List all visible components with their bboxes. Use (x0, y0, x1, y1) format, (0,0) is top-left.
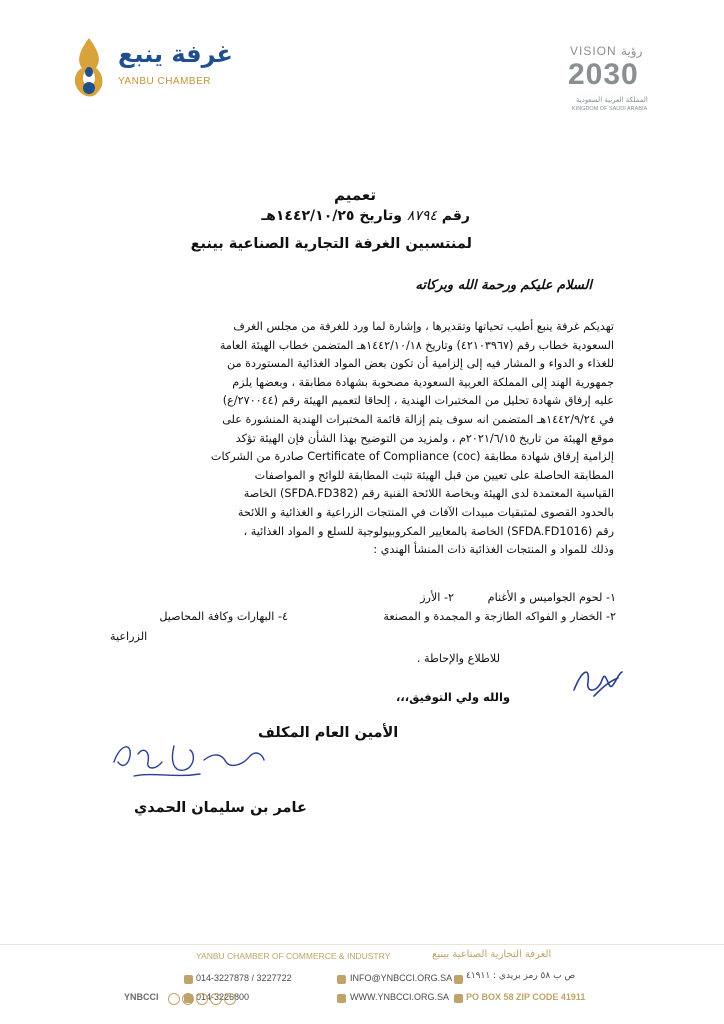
phone-icon (184, 975, 193, 984)
closing-prayer: والله ولي التوفيق،،، (396, 690, 511, 704)
instagram-icon[interactable] (210, 993, 222, 1005)
globe-icon (337, 994, 346, 1003)
chamber-name-en: YANBU CHAMBER (118, 76, 211, 87)
snapchat-icon[interactable] (224, 993, 236, 1005)
body-line: وذلك للمواد و المنتجات الغذائية ذات المنشأ الهندي : (373, 543, 614, 557)
vision-year: 2030 (568, 58, 639, 91)
vision-subtitle-en: KINGDOM OF SAUDI ARABIA (572, 106, 648, 112)
vision-title: VISION رؤية (570, 44, 643, 58)
po-box-en: PO BOX 58 ZIP CODE 41911 (466, 992, 586, 1002)
recipients-line: لمنتسبين الغرفة التجارية الصناعية بينبع (190, 236, 472, 252)
ref-date: وتاريخ ١٤٤٢/١٠/٢٥هـ (261, 208, 402, 224)
signer-name: عامر بن سليمان الحمدي (134, 800, 307, 816)
location-icon (454, 975, 463, 984)
initials-signature-icon (568, 660, 628, 702)
list-item: ١- لحوم الجواميس و الأغنام (487, 591, 616, 604)
letter-title: تعميم (333, 186, 377, 204)
ref-number: ٨٧٩٤ (406, 208, 437, 224)
list-item: ٤- البهارات وكافة المحاصيل (159, 610, 288, 623)
phone-number: 014-3226800 (196, 992, 250, 1002)
body-line: تهديكم غرفة ينبع أطيب تحياتها وتقديرها ، وإشارة لما ورد للغرفة من مجلس الغرف (233, 320, 614, 333)
footer-divider (0, 944, 724, 945)
website-link[interactable]: WWW.YNBCCI.ORG.SA (350, 992, 449, 1002)
po-box-ar: ص ب ٥٨ رمز بريدي : ٤١٩١١ (466, 971, 576, 981)
list-item: ٢- الخضار و الفواكه الطازجة و المجمدة و المصنعة (383, 610, 616, 623)
reference-line (261, 208, 470, 224)
chamber-name-ar: غرفة ينبع (118, 40, 233, 68)
body-line: بالحدود القصوى لمتبقيات مبيدات الآفات في المنتجات الزراعية و الغذائية و اللائحة (237, 505, 614, 519)
list-item: ٢- الأرز (420, 591, 454, 604)
letter-body (108, 318, 614, 560)
phone-numbers: 014-3227878 / 3227722 (196, 973, 292, 983)
handwritten-signature-icon (104, 732, 274, 792)
email-icon (337, 975, 346, 984)
ref-prefix: رقم (441, 208, 470, 224)
body-line: موقع الهيئة من تاريخ ٢٠٢١/٦/١٥م ، ولمزيد من التوضيح بهذا الشأن فإن الهيئة تؤكد (235, 431, 614, 445)
body-line: للغذاء و الدواء و المشار فيه إلى إلزامية أن تكون بعض المواد الغذائية المستوردة من (227, 357, 614, 371)
footer-chamber-name-ar: الغرفة التجارية الصناعية بينبع (432, 949, 552, 960)
body-line: عليه إرفاق شهادة تحليل من المختبرات الهندية ، إلحاقا لتعميم الهيئة رقم (٢٧٠٠٤٤/ع) (222, 394, 614, 408)
yanbu-chamber-logo (60, 32, 260, 112)
footer-chamber-name-en: YANBU CHAMBER OF COMMERCE & INDUSTRY (196, 951, 391, 961)
mailbox-icon (454, 994, 463, 1003)
body-line: رقم (SFDA.FD1016) الخاصة بالمعايير المكروبيولوجية للسلع و المواد الغذائية ، (243, 524, 614, 538)
body-line: في ١٤٤٢/٩/٢٤هـ المتضمن انه سوف يتم إزالة قائمة المختبرات الهندية المنشورة على (222, 412, 614, 426)
vision-subtitle-ar: المملكة العربية السعودية (576, 96, 648, 104)
greeting: السلام عليكم ورحمة الله وبركاته (415, 278, 592, 293)
email-link[interactable]: INFO@YNBCCI.ORG.SA (350, 973, 453, 983)
vision-2030-logo (562, 44, 672, 124)
body-line: جمهورية الهند إلى المملكة العربية السعودية مصحوبة بشهادة مطابقة ، وبعضها يلزم (232, 375, 614, 389)
flame-logo-icon (60, 32, 118, 112)
body-line: القياسية المعتمدة لدى الهيئة وبخاصة اللائحة الفنية رقم (SFDA.FD382) الخاصة (243, 487, 614, 501)
body-line: المطابقة الحاصلة على تعيين من قبل الهيئة تثبت المطابقة للوائح و المواصفات (254, 468, 614, 482)
body-line: السعودية خطاب رقم (٤٢١٠٣٩٦٧) وتاريخ ١٤٤٢/١٠/١٨هـ المتضمن خطاب الهيئة العامة (219, 338, 614, 352)
youtube-icon[interactable] (196, 993, 208, 1005)
social-handle: YNBCCI (124, 992, 159, 1002)
closing-note: للاطلاع والإحاطة . (416, 652, 500, 665)
list-item-continuation: الزراعية (110, 630, 148, 643)
signer-title: الأمين العام المكلف (258, 725, 399, 741)
facebook-icon[interactable] (168, 993, 180, 1005)
body-line: إلزامية إرفاق شهادة مطابقة (coc) Certificate of Compliance صادرة من الشركات (210, 450, 614, 464)
twitter-icon[interactable] (182, 993, 194, 1005)
